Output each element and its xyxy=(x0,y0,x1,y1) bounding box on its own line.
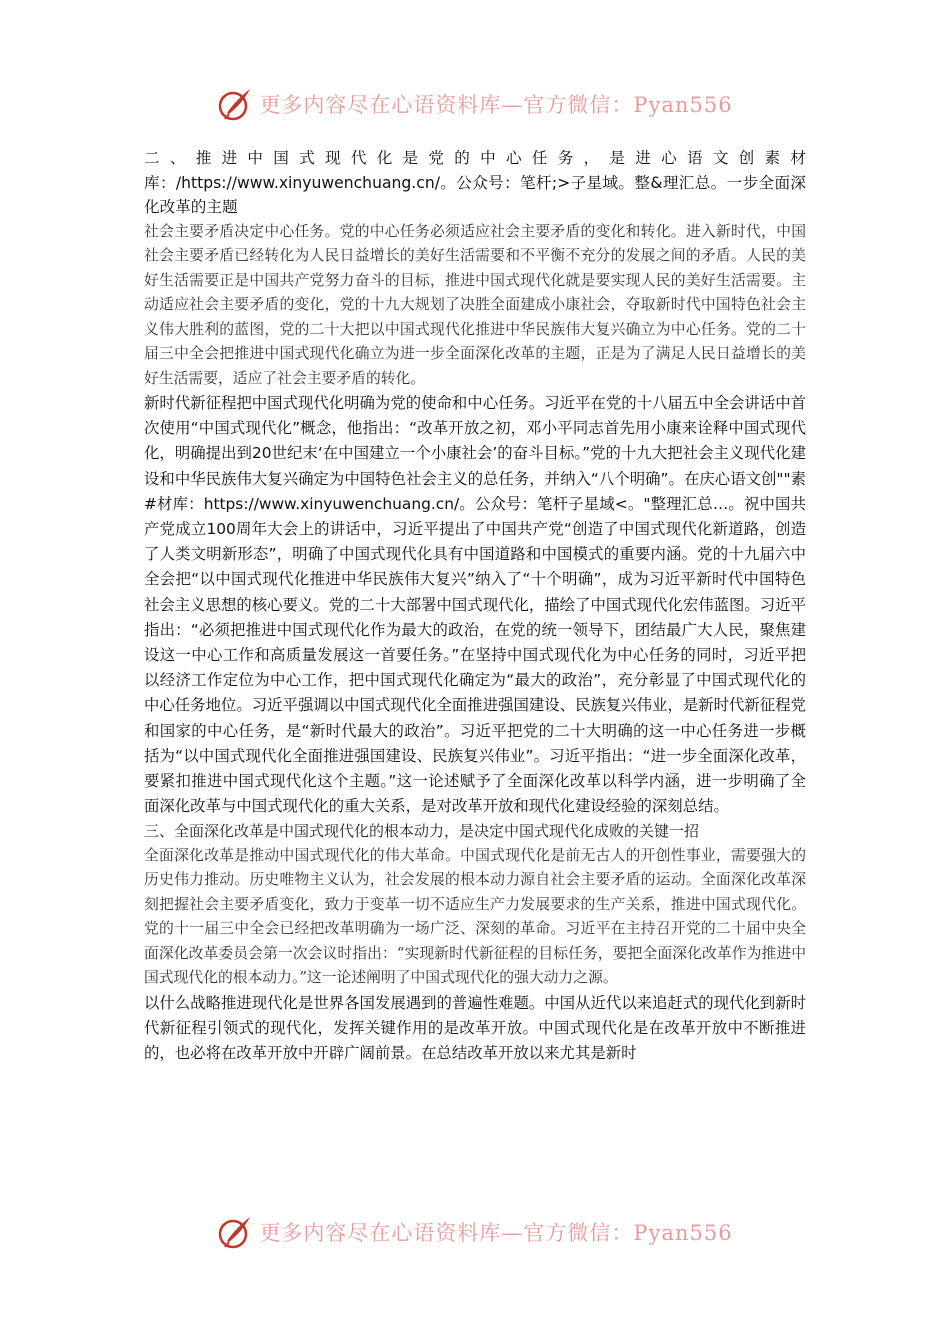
banner-text: 更多内容尽在心语资料库—官方微信：Pyan556 xyxy=(259,93,733,117)
section-heading: 二、推进中国式现代化是党的中心任务，是进心语文创素材库：/https://www.xinyuwenchuang.cn/。公众号：笔杆;>子星域。整&理汇总。一步全面深化改革的主题 xyxy=(144,149,806,216)
header-banner[interactable] xyxy=(0,82,950,126)
quill-pen-logo-icon xyxy=(217,1214,253,1250)
paragraph-deepening-reform: 全面深化改革是推动中国式现代化的伟大革命。中国式现代化是前无古人的开创性事业，需要强大的历史伟力推动。历史唯物主义认为，社会发展的根本动力源自社会主要矛盾的运动。全面深化改革深刻把握社会主要矛盾变化，致力于变革一切不适应生产力发展要求的生产关系，推进中国式现代化。党的十一届三中全会已经把改革明确为一场广泛、深刻的革命。习近平在主持召开党的二十届中央全面深化改革委员会第一次会议时指出：“实现新时代新征程的目标任务，要把全面深化改革作为推进中国式现代化的根本动力。”这一论述阐明了中国式现代化的强大动力之源。 xyxy=(144,846,806,987)
footer-banner[interactable] xyxy=(0,1210,950,1254)
article-body xyxy=(144,146,806,1067)
paragraph-main-contradiction: 社会主要矛盾决定中心任务。党的中心任务必须适应社会主要矛盾的变化和转化。进入新时代，中国社会主要矛盾已经转化为人民日益增长的美好生活需要和不平衡不充分的发展之间的矛盾。人民的美好生活需要正是中国共产党努力奋斗的目标，推进中国式现代化就是要实现人民的美好生活需要。主动适应社会主要矛盾的变化，党的十九大规划了决胜全面建成小康社会，夺取新时代中国特色社会主义伟大胜利的蓝图，党的二十大把以中国式现代化推进中华民族伟大复兴确立为中心任务。党的二十届三中全会把推进中国式现代化确立为进一步全面深化改革的主题，正是为了满足人民日益增长的美好生活需要，适应了社会主要矛盾的转化。 xyxy=(144,222,806,387)
quill-pen-logo-icon xyxy=(217,86,253,122)
banner-text: 更多内容尽在心语资料库—官方微信：Pyan556 xyxy=(259,1221,733,1245)
paragraph-central-task: 新时代新征程把中国式现代化明确为党的使命和中心任务。习近平在党的十八届五中全会讲话中首次使用“中国式现代化”概念，他指出：“改革开放之初，邓小平同志首先用小康来诠释中国式现代化，明确提出到20世纪末‘在中国建立一个小康社会’的奋斗目标。”党的十九大把社会主义现代化建设和中华民族伟大复兴确定为中国特色社会主义的总任务，并纳入“八个明确”。在庆心语文创""素#材库：https://www.xinyuwenchuang.cn/。公众号：笔杆子星域<。"整理汇总…。祝中国共产党成立100周年大会上的讲话中，习近平提出了中国共产党“创造了中国式现代化新道路，创造了人类文明新形态”，明确了中国式现代化具有中国道路和中国模式的重要内涵。党的十九届六中全会把“以中国式现代化推进中华民族伟大复兴”纳入了“十个明确”，成为习近平新时代中国特色社会主义思想的核心要义。党的二十大部署中国式现代化，描绘了中国式现代化宏伟蓝图。习近平指出：“必须把推进中国式现代化作为最大的政治，在党的统一领导下，团结最广大人民，聚焦建设这一中心工作和高质量发展这一首要任务。”在坚持中国式现代化为中心任务的同时，习近平把以经济工作定位为中心工作，把中国式现代化确定为“最大的政治”，充分彰显了中国式现代化的中心任务地位。习近平强调以中国式现代化全面推进强国建设、民族复兴伟业，是新时代新征程党和国家的中心任务，是“新时代最大的政治”。习近平把党的二十大明确的这一中心任务进一步概括为“以中国式现代化全面推进强国建设、民族复兴伟业”。习近平指出：“进一步全面深化改革，要紧扣推进中国式现代化这个主题。”这一论述赋予了全面深化改革以科学内涵，进一步明确了全面深化改革与中国式现代化的重大关系，是对改革开放和现代化建设经验的深刻总结。 xyxy=(144,394,806,816)
section-subheading: 三、全面深化改革是中国式现代化的根本动力，是决定中国式现代化成败的关键一招 xyxy=(144,822,700,841)
paragraph-strategy: 以什么战略推进现代化是世界各国发展遇到的普遍性难题。中国从近代以来追赶式的现代化到新时代新征程引领式的现代化，发挥关键作用的是改革开放。中国式现代化是在改革开放中不断推进的，也必将在改革开放中开辟广阔前景。在总结改革开放以来尤其是新时 xyxy=(144,993,806,1063)
